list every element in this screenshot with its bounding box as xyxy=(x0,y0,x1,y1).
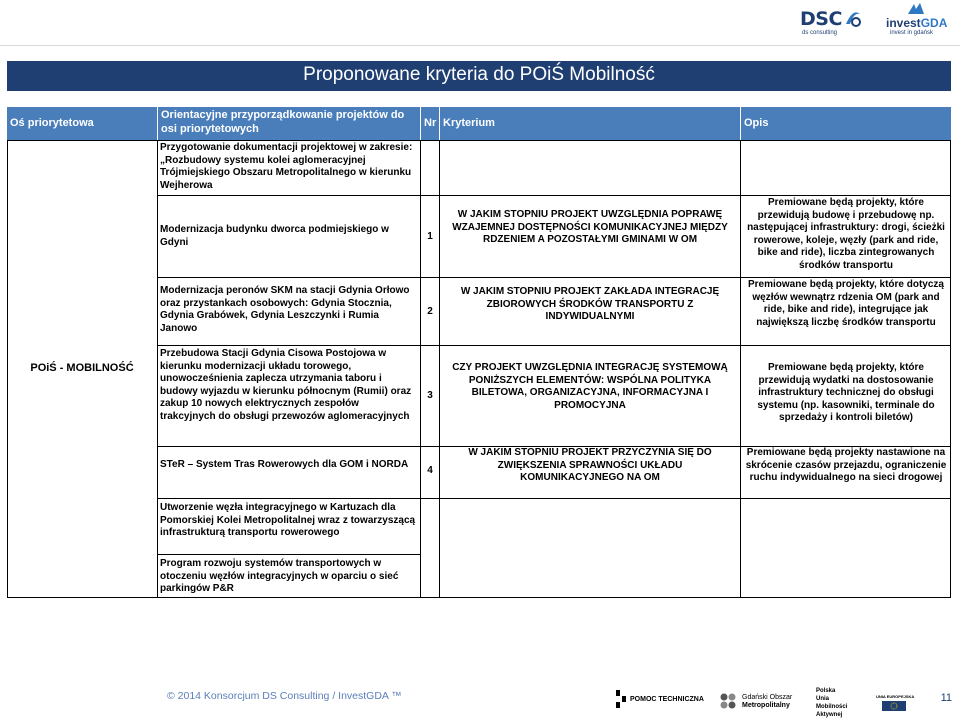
nr-value-2: 2 xyxy=(427,306,433,317)
criterion-cell-3 xyxy=(440,346,740,446)
investgda-logo-subtitle: invest in gdańsk xyxy=(890,30,934,36)
eu-flag-icon xyxy=(882,701,906,711)
nr-value-1: 1 xyxy=(427,231,433,242)
nr-cell-1 xyxy=(421,196,439,277)
header-criterion xyxy=(440,107,740,140)
header-criterion-label: Kryterium xyxy=(443,117,495,129)
table-border xyxy=(950,140,951,598)
polska-unia-text-2: Unia xyxy=(816,696,830,702)
project-cell-2 xyxy=(158,196,420,277)
project-cell-7 xyxy=(158,555,420,598)
description-text-4: Premiowane będą projekty nastawione na skrócenie czasów przejazdu, ograniczenie ruchu indywidualnego na sieci drogowej xyxy=(745,447,947,483)
criterion-cell-1 xyxy=(440,196,740,277)
row-border xyxy=(157,345,951,346)
row-border xyxy=(157,277,951,278)
project-cell-5 xyxy=(158,447,420,498)
row-border xyxy=(157,446,951,447)
description-cell-4 xyxy=(741,447,951,498)
nr-cell-empty xyxy=(421,141,439,195)
table-border xyxy=(7,140,951,141)
dsc-swoosh-icon xyxy=(844,10,862,28)
pomoc-techniczna-logo xyxy=(614,690,704,712)
header-axis xyxy=(7,107,157,140)
row-border xyxy=(157,554,421,555)
description-cell-1 xyxy=(741,196,951,277)
nr-value-4: 4 xyxy=(427,465,433,476)
polska-unia-logo xyxy=(816,688,866,720)
header-projects xyxy=(158,107,420,140)
eu-logo xyxy=(876,694,916,714)
header-description xyxy=(741,107,951,140)
gdanski-obszar-text-b: Metropolitalny xyxy=(742,702,790,709)
pomoc-techniczna-icon xyxy=(614,690,628,710)
row-border xyxy=(157,195,951,196)
nr-cell-4 xyxy=(421,447,439,498)
table-border xyxy=(7,597,951,598)
project-text-7: Program rozwoju systemów transportowych w otoczeniu węzłów integracyjnych w oparciu o sieć parkingów P&R xyxy=(160,558,399,594)
gdanski-obszar-icon xyxy=(718,691,738,711)
polska-unia-text-4: Aktywnej xyxy=(816,712,843,718)
nr-cell-2 xyxy=(421,278,439,345)
project-text-1: Przygotowanie dokumentacji projektowej w zakresie: „Rozbudowy systemu kolei aglomeracyjnej Trójmiejskiego Obszaru Metropolitalnego w kierunku Wejherowa xyxy=(160,142,413,191)
project-cell-1 xyxy=(158,141,420,195)
investgda-logo-text xyxy=(886,16,947,30)
axis-value: POiŚ - MOBILNOŚĆ xyxy=(30,362,134,374)
polska-unia-text-3: Mobilności xyxy=(816,704,848,710)
investgda-logo-text-a: invest xyxy=(886,16,921,30)
dsc-logo-text: DSC xyxy=(800,8,842,30)
criterion-text-3: CZY PROJEKT UWZGLĘDNIA INTEGRACJĘ SYSTEMOWĄ PONIŻSZYCH ELEMENTÓW: WSPÓLNA POLITYKA BILETOWA, ORGANIZACYJNA, INFORMACYJNA I PROMOCYJNA xyxy=(452,362,728,411)
slide-title: Proponowane kryteria do POiŚ Mobilność xyxy=(303,64,655,85)
criterion-cell-empty xyxy=(440,141,740,195)
criterion-text-1: W JAKIM STOPNIU PROJEKT UWZGLĘDNIA POPRAWĘ WZAJEMNEJ DOSTĘPNOŚCI KOMUNIKACYJNEJ MIĘDZY RDZENIEM A POZOSTAŁYMI GMINAMI W OM xyxy=(452,209,728,245)
criterion-text-4: W JAKIM STOPNIU PROJEKT PRZYCZYNIA SIĘ DO ZWIĘKSZENIA SPRAWNOŚCI UKŁADU KOMUNIKACYJNEGO NA OM xyxy=(468,447,712,483)
table-border xyxy=(7,140,8,598)
description-cell-empty-bottom xyxy=(741,499,951,598)
description-cell-3 xyxy=(741,346,951,446)
investgda-logo-text-b: GDA xyxy=(920,16,948,30)
project-text-2: Modernizacja budynku dworca podmiejskiego w Gdyni xyxy=(160,224,389,248)
investgda-mark-icon xyxy=(906,2,926,16)
criterion-text-2: W JAKIM STOPNIU PROJEKT ZAKŁADA INTEGRACJĘ ZBIOROWYCH ŚRODKÓW TRANSPORTU Z INDYWIDUALNYMI xyxy=(460,286,720,322)
polska-unia-text-1: Polska xyxy=(816,688,836,694)
project-cell-4 xyxy=(158,346,420,446)
nr-cell-empty-bottom xyxy=(421,499,439,598)
header-nr xyxy=(421,107,439,140)
table-border xyxy=(439,140,440,598)
header-nr-label: Nr xyxy=(424,117,437,129)
description-text-3: Premiowane będą projekty, które przewidują wydatki na dostosowanie infrastruktury technicznej do obsługi systemu (np. kasowniki, terminale do sprzedaży i kontroli biletów) xyxy=(757,362,935,423)
header-axis-label: Oś priorytetowa xyxy=(10,117,94,129)
table-border xyxy=(420,140,421,598)
project-text-5: STeR – System Tras Rowerowych dla GOM i NORDA xyxy=(160,459,409,470)
gdanski-obszar-logo xyxy=(718,690,798,714)
description-text-1: Premiowane będą projekty, które przewidują budowę i przebudowę np. następującej infrastruktury: drogi, ścieżki rowerowe, koleje, węzły (park and ride, bike and ride), liczba zintegrowanych środków transportu xyxy=(747,197,945,271)
gdanski-obszar-text-a: Gdański Obszar xyxy=(742,694,793,701)
description-text-2: Premiowane będą projekty, które dotyczą węzłów wewnątrz rdzenia OM (park and ride, bike and ride), integrujące jak największą liczbę środków transportu xyxy=(748,279,944,328)
criteria-table xyxy=(7,107,951,598)
project-cell-6 xyxy=(158,499,420,554)
title-bar xyxy=(7,61,951,91)
table-border xyxy=(157,140,158,598)
page-number: 11 xyxy=(940,692,952,704)
nr-cell-3 xyxy=(421,346,439,446)
description-cell-2 xyxy=(741,278,951,345)
project-cell-3 xyxy=(158,278,420,345)
pomoc-techniczna-text: POMOC TECHNICZNA xyxy=(630,696,704,703)
project-text-6: Utworzenie węzła integracyjnego w Kartuzach dla Pomorskiej Kolei Metropolitalnej wraz z towarzyszącą infrastrukturą transportu rowerowego xyxy=(160,502,416,538)
dsc-consulting-logo xyxy=(800,8,866,38)
header-projects-label: Orientacyjne przyporządkowanie projektów do osi priorytetowych xyxy=(161,109,405,135)
criterion-cell-4 xyxy=(440,447,740,498)
investgda-logo xyxy=(886,2,952,38)
nr-value-3: 3 xyxy=(427,390,433,401)
criterion-cell-empty-bottom xyxy=(440,499,740,598)
description-cell-empty xyxy=(741,141,951,195)
criterion-cell-2 xyxy=(440,278,740,345)
table-border xyxy=(740,140,741,598)
header-divider xyxy=(0,45,960,46)
dsc-logo-subtitle: ds consulting xyxy=(802,30,838,36)
footer-copyright: © 2014 Konsorcjum DS Consulting / InvestGDA ™ xyxy=(167,690,402,702)
header-description-label: Opis xyxy=(744,117,769,129)
axis-cell xyxy=(7,141,157,598)
row-border xyxy=(157,498,951,499)
project-text-3: Modernizacja peronów SKM na stacji Gdynia Orłowo oraz przystankach osobowych: Gdynia Stocznia, Gdynia Grabówek, Gdynia Leszczynki i Rumia Janowo xyxy=(160,285,410,334)
eu-logo-text: UNIA EUROPEJSKA xyxy=(876,694,915,699)
project-text-4: Przebudowa Stacji Gdynia Cisowa Postojowa w kierunku modernizacji układu torowego, unowocześnienia zaplecza utrzymania taboru i budowy wyjazdu w kierunku północnym (Rumii) oraz zakup 10 nowych elektrycznych zespołów trakcyjnych do obsługi przewozów aglomeracyjnych xyxy=(160,348,412,422)
